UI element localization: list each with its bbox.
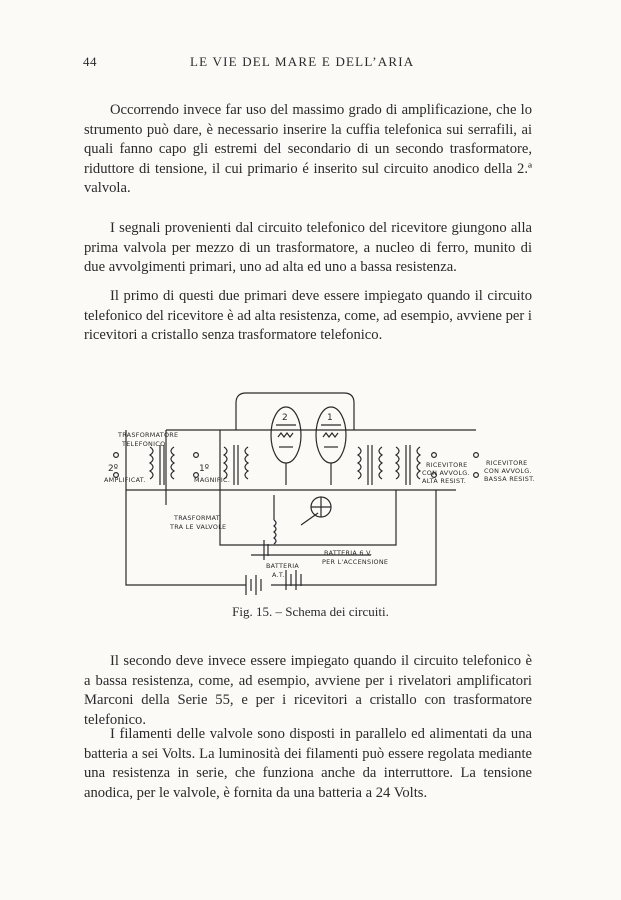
label-trasformatore: TRASFORMATORE (118, 431, 179, 439)
paragraph-1: Occorrendo invece far uso del massimo grado di amplificazione, che lo strumento può dare, è necessario inserire la cuffia telefonica sui serrafili, ai quali fanno capo gli estremi del secondario di un secondo trasformatore, riduttore di tensione, il cui primario é inserito sul circuito anodico della 2.ª valvola. (84, 102, 532, 197)
label-trasformat: TRASFORMAT. (174, 514, 222, 522)
label-valve-1: 1 (327, 413, 333, 423)
running-title: LE VIE DEL MARE E DELL’ARIA (190, 54, 415, 69)
transformer-output-2 (396, 445, 420, 485)
label-ricevitore-alta: RICEVITORE (426, 461, 468, 469)
transformer-output-1 (358, 445, 382, 485)
label-batteria-at-2: A.T. (272, 571, 285, 579)
label-telefonico: TELEFONICO (122, 440, 166, 448)
label-con-avvolg-bassa: CON AVVOLG. (484, 467, 532, 475)
page-number: 44 (83, 54, 97, 69)
label-amplificat: AMPLIFICAT. (104, 476, 146, 484)
paragraph-5: I filamenti delle valvole sono disposti in parallelo ed alimentati da una batteria a sei Volts. La luminosità dei filamenti può essere regolata mediante una resistenza in serie, che funziona anche da interruttore. La tensione anodica, per le valvole, è fornita da una batteria a 24 Volts. (84, 726, 532, 801)
paragraph-4: Il secondo deve invece essere impiegato quando il circuito telefonico è a bassa resistenza, come, ad esempio, avviene per i rivelatori amplificatori Marconi della Serie 55, e per i ricevitori a cristallo con trasformatore telefonico. (84, 653, 532, 728)
label-alta-resist: ALTA RESIST. (422, 477, 467, 485)
circuit-diagram (96, 385, 536, 597)
label-per-accensione: PER L'ACCENSIONE (322, 558, 389, 566)
paragraph-3: Il primo di questi due primari deve essere impiegato quando il circuito telefonico del ricevitore è ad alta resistenza, come, ad esempio, avviene per i ricevitori a cristallo senza trasformatore telefonico. (84, 288, 532, 344)
label-con-avvolg-alta: CON AVVOLG. (422, 469, 470, 477)
label-valve-2: 2 (282, 413, 288, 423)
paragraph-2: I segnali provenienti dal circuito telefonico del ricevitore giungono alla prima valvola per mezzo di un trasformatore, a nucleo di ferro, munito di due avvolgimenti primari, uno ad alta ed uno a bassa resistenza. (84, 220, 532, 276)
rheostat-switch (301, 497, 331, 525)
label-2: 2º (108, 464, 118, 474)
label-batteria-6v: BATTERIA 6 V. (324, 549, 373, 557)
figure-caption: Fig. 15. – Schema dei circuiti. (232, 604, 389, 619)
label-1: 1º (199, 464, 209, 474)
label-bassa-resist: BASSA RESIST. (484, 475, 535, 483)
battery-at (246, 575, 261, 595)
label-ricevitore-bassa: RICEVITORE (486, 459, 528, 467)
battery-6v (286, 570, 301, 590)
label-batteria-at-1: BATTERIA (266, 562, 300, 570)
label-magnific: MAGNIFIC. (194, 476, 231, 484)
label-tra-le-valvole: TRA LE VALVOLE (170, 523, 227, 531)
transformer-telefonico (150, 445, 174, 485)
